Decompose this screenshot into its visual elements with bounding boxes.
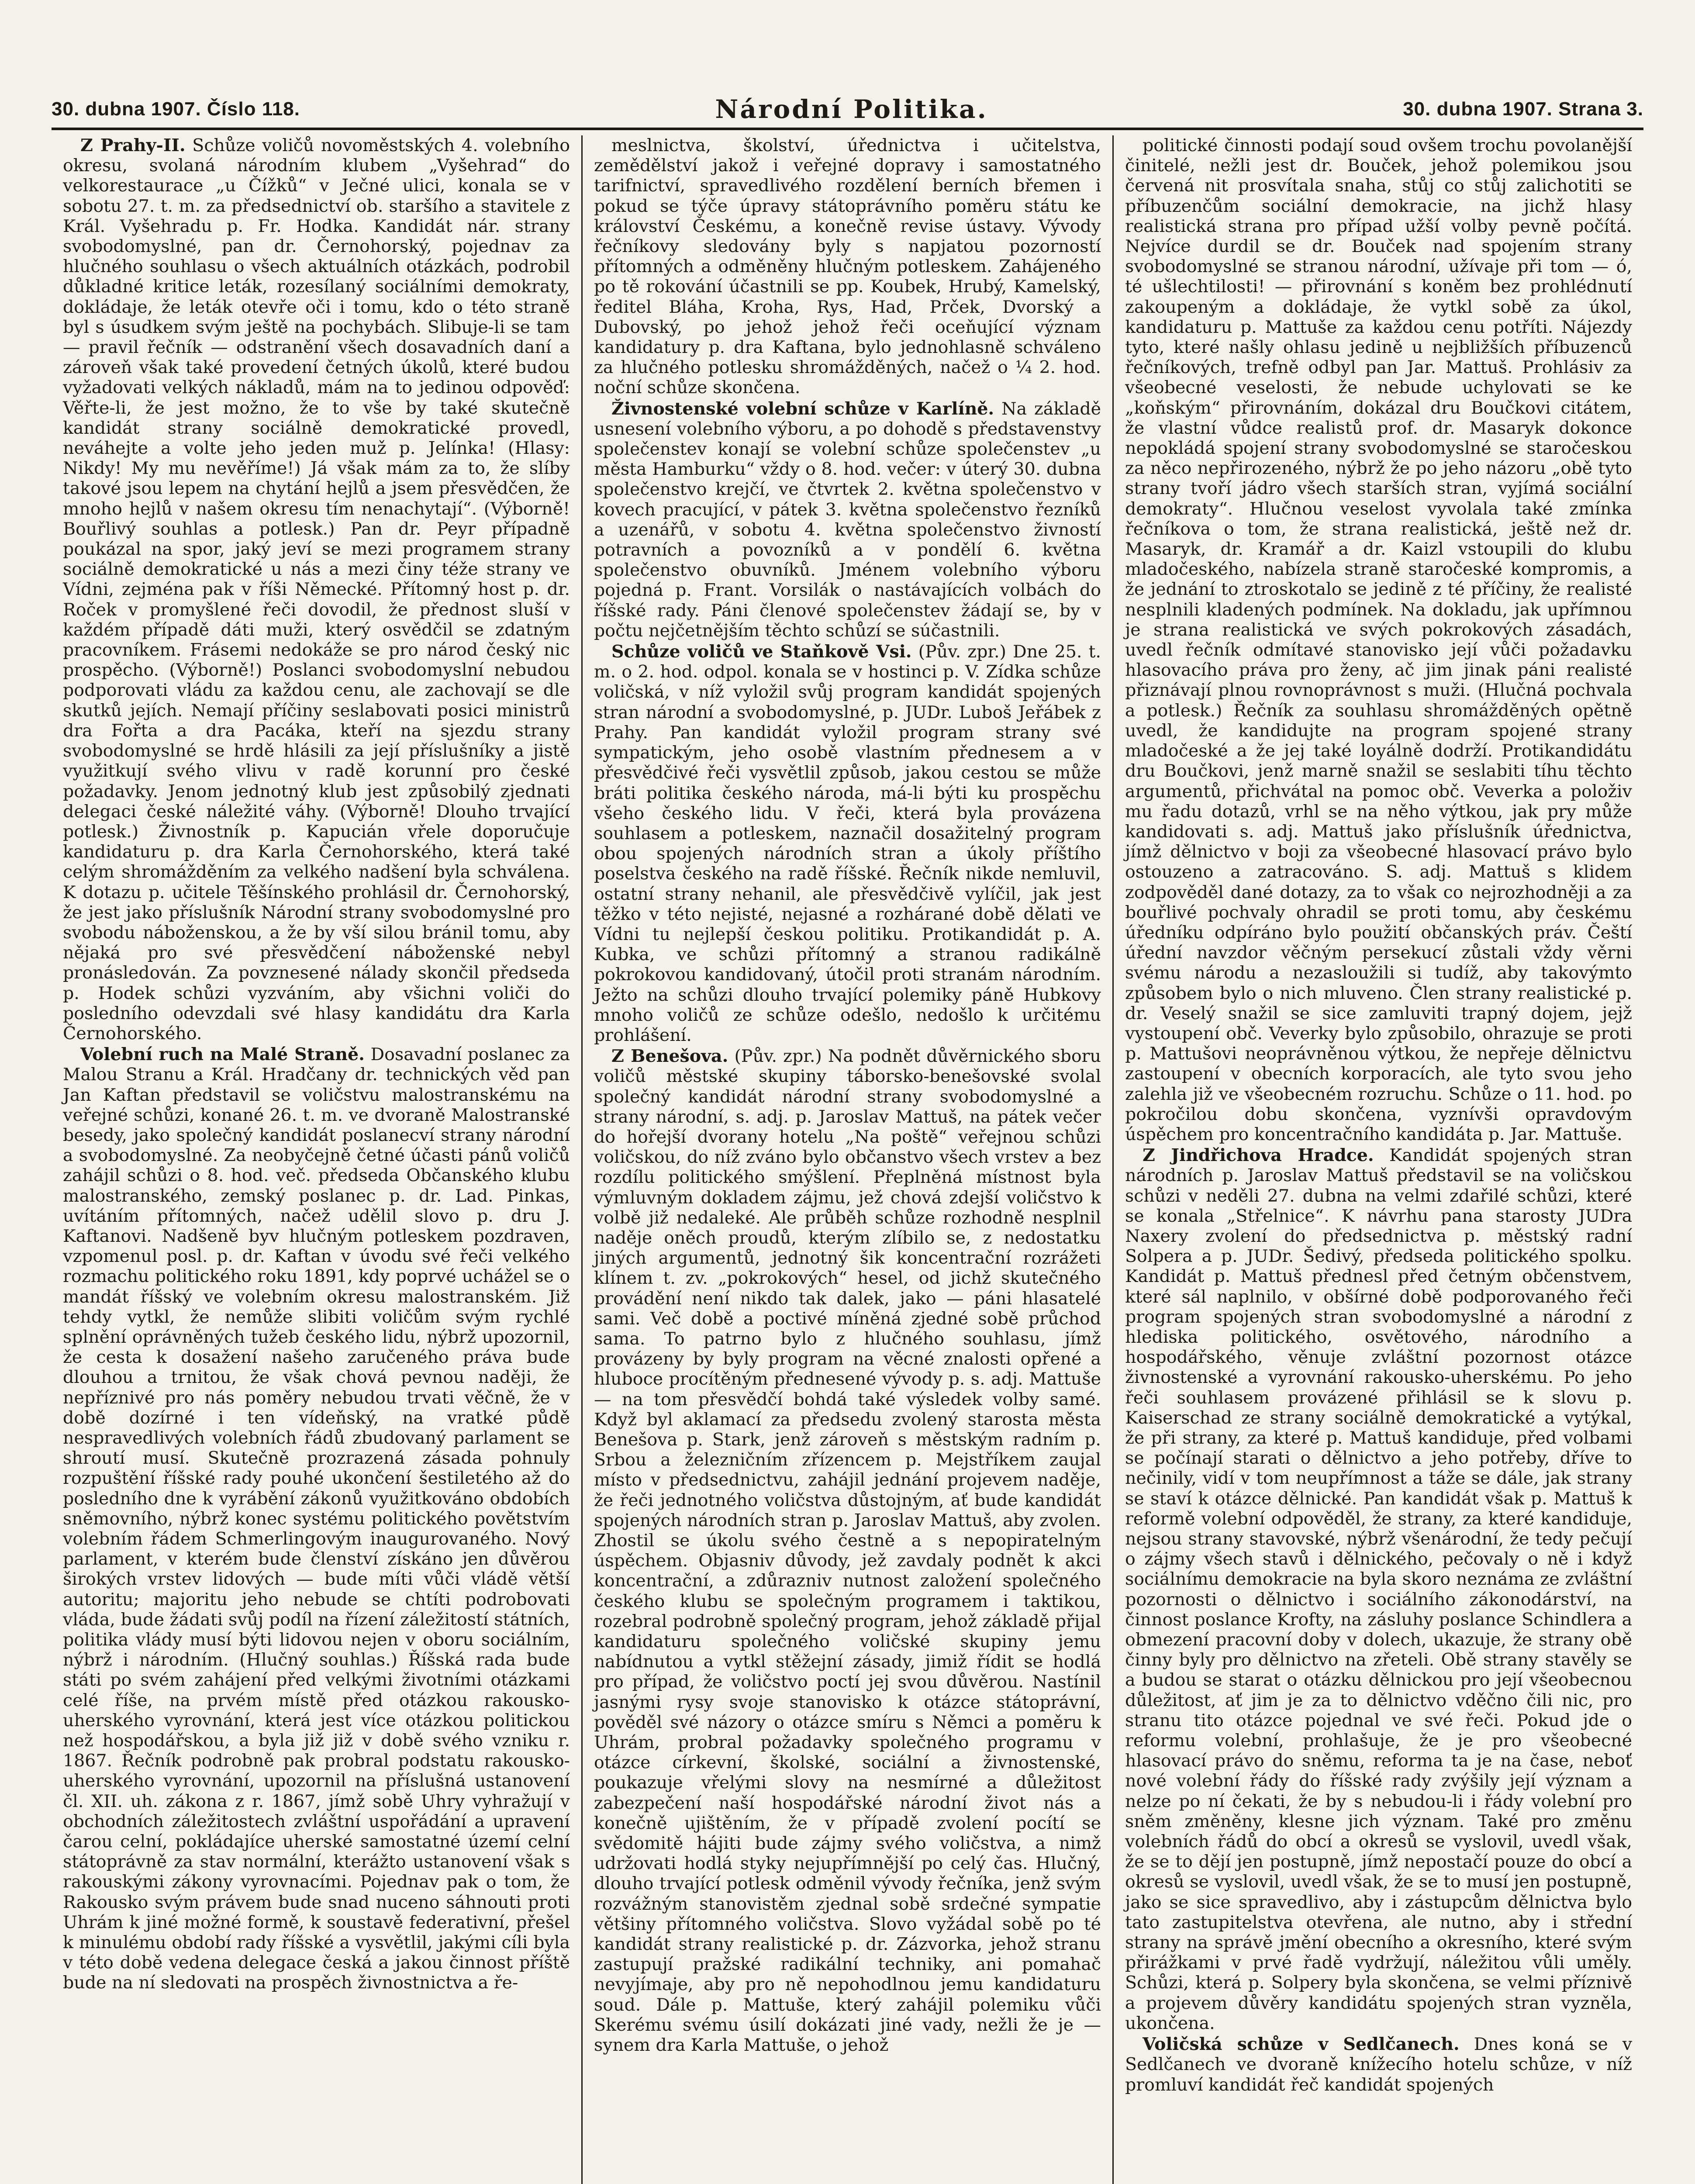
paragraph-text: (Pův. zpr.) Na podnět důvěrnického sboru voličů městské skupiny táborsko-benešovské svolal společný kandidát národní strany svobodomyslné a strany národní, s. adj. p. Jaroslav Mattuš, na pátek večer do hořejší dvorany hotelu „Na poště“ veřejnou schůzi voličskou, do níž zváno bylo občanstvo všech vrstev a bez rozdílu politického smýšlení. Přeplněná místnost byla výmluvným dokladem zájmu, jež chová zdejší voličstvo k volbě již nedaleké. Ale průběh schůze rozhodně nesplnil naděje oněch proudů, kterým zlíbilo se, z nedostatku jiných argumentů, jednotný šik koncentrační rozrážeti klínem t. zv. „pokrokových“ hesel, od jichž skutečného provádění není nikdo tak dalek, jako — páni hlasatelé sami. Več době a poctivé míněná zjedné sobě průchod sama. To patrno bylo z hlučného souhlasu, jímž provázeny by byly program na věcné znalosti opřené a hluboce procítěným přednesené vývody p. s. adj. Mattuše — na tom přesvědčí bohdá také výsledek volby samé. Když byl aklamací za předsedu zvolený starosta města Benešova p. Stark, jenž zároveň s městským radním p. Srbou a železničním zřízencem p. Mejstříkem zaujal místo v předsednictvu, zahájil jednání projevem naděje, že řeči jednotného voličstva důstojným, ať bude kandidát spojených národních stran p. Jaroslav Mattuš, aby zvolen. Zhostil se úkolu svého čestně a s nepopiratelným úspěchem. Objasniv důvody, jež zavdaly podnět k akci koncentrační, a zdůrazniv nutnost založení společného českého klubu se společným programem i taktikou, rozebral podrobně společný program, jehož základě přijal kandidaturu společného voličské skupiny jemu nabídnutou a vytkl stěžejní zásady, jimiž řídit se hodlá pro případ, že voličstvo poctí jej svou důvěrou. Nastínil jasnými rysy svoje stanovisko k otázce státoprávní, pověděl své názory o otázce smíru s Němci a poměru k Uhrám, probral požadavky společného programu v otázce církevní, školské, sociální a živnostenské, poukazuje vřelými slovy na nesmírné a důležitost zabezpečení naší hospodářské národní život nás a konečně ujištěním, že v případě zvolení pocítí se svědomitě hájiti bude zájmy svého voličstva, a nimž udržovati hodlá styky nejupřímnější po celý čas. Hlučný, dlouho trvající potlesk odměnil vývody řečníka, jenž svým rozvážným stanovistěm zjednal sobě srdečné sympatie většiny přítomného voličstva. Slovo vyžádal sobě po té kandidát strany realistické p. dr. Zázvorka, jehož stranu zastupují pražské radikální techniky, ani pomahač nevyjímaje, aby pro ně nepohodlnou jemu kandidaturu soud. Dále p. Mattuše, který zahájil polemiku vůči Skerému svému úsilí dokázati jiné vady, nežli že je — synem dra Karla Mattuše, o jehož <box>594 1046 1101 2056</box>
paragraph-text: (Pův. zpr.) Dne 25. t. m. o 2. hod. odpol. konala se v hostinci p. V. Zídka schůze voličská, v níž vyložil svůj program kandidát spojených stran národní a svobodomyslné, p. JUDr. Luboš Jeřábek z Prahy. Pan kandidát vyložil program strany své sympatickým, jeho osobě vlastním přednesem a v přesvědčivé řeči vysvětlil způsob, jakou cestou se může bráti politika českého národa, má-li býti ku prospěchu všeho českého lidu. V řeči, která byla provázena souhlasem a potleskem, naznačil dosažitelný program obou spojených národních stran a úkoly příštího poselstva českého na radě říšské. Řečník nikde nemluvil, ostatní strany nehanil, ale přesvědčivě vylíčil, jak jest těžko v této nejisté, nejasné a rozhárané době dělati ve Vídni tu nejlepší českou politiku. Protikandidát p. A. Kubka, ve schůzi přítomný a stranou radikálně pokrokovou kandidovaný, útočil proti stranám národním. Ježto na schůzi dlouho trvající polemiky páně Hubkovy mnoho voličů ze schůze odešlo, nedošlo k určitému prohlášení. <box>594 642 1101 1045</box>
paragraph-text: politické činnosti podají soud ovšem trochu povolanější činitelé, nežli jest dr. Bouček, jehož polemikou jsou červená nit prosvítala snaha, stůj co stůj zalichotiti se příbuzenčům sociální demokracie, na jichž hlasy realistická strana pro případ užší volby pevně počítá. Nejvíce durdil se dr. Bouček nad spojením strany svobodomyslné se stranou národní, užívaje při tom — ó, té ušlechtilosti! — přirovnání s koněm bez prohlédnutí zakoupeným a dokládaje, že vytkl sobě za úkol, kandidaturu p. Mattuše za každou cenu potříti. Nájezdy tyto, které našly ohlasu jedině u nejbližších příbuzenců řečníkových, trefně odbyl pan Jar. Mattuš. Prohlásiv za všeobecné veselosti, že nebude uchylovati se ke „koňským“ přirovnáním, dokázal dru Boučkovi citátem, že vlastní vůdce realistů prof. dr. Masaryk dokonce nepokládá spojení strany svobodomyslné se staročeskou za něco nepřirozeného, nýbrž že po jeho názoru „obě tyto strany tvoří jádro všech starších stran, vyjímá sociální demokraty“. Hlučnou veselost vyvolala také zmínka řečníkova o tom, že strana realistická, ještě než dr. Masaryk, dr. Kramář a dr. Kaizl vstoupili do klubu mladočeského, nabízela straně staročeské kompromis, a že jednání to ztroskotalo se jedině z té příčiny, že realisté nesplnili kladených podmínek. Na dokladu, jak upřímnou je strana realistická ve svých pokrokových zásadách, uvedl řečník odmítavé stanovisko její vůči požadavku hlasovacího práva pro ženy, ač jim jinak páni realisté přiznávají plnou rovnoprávnost s muži. (Hlučná pochvala a potlesk.) Řečník za souhlasu shromážděných opětně uvedl, že kandidujte na program spojené strany mladočeské a že jej také loyálně dodrží. Protikandidátu dru Boučkovi, jenž marně snažil se seslabiti tíhu těchto argumentů, přichvátal na pomoc obč. Veverka a položiv mu řadu dotazů, vrhl se na něho výtkou, jak pry může kandidovati s. adj. Mattuš jako příslušník úřednictva, jímž dělnictvo v boji za všeobecné hlasovací právo bylo ostouzeno a zatracováno. S. adj. Mattuš s klidem zodpověděl dané dotazy, za to však co nejrozhodněji a za bouřlivé pochvaly ohradil se proti tomu, aby českému úředníku odpíráno bylo použití občanských práv. Čeští úřední navzdor věčným persekucí zůstali vždy věrni svému národu a nezasloužili si tudíž, aby takovýmto způsobem bylo o nich mluveno. Člen strany realistické p. dr. Veselý snažil se sice zamluviti trapný dojem, jejž vystoupení obč. Veverky bylo způsobilo, ohrazuje se proti p. Mattušovi neoprávněnou výtkou, že nepřeje dělnictvu zastoupení v obecních korporacích, ale tyto svou jeho zalehla již ve všeobecném rozruchu. Schůze o 11. hod. po pokročilou dobu skončena, vyznívši opravdovým úspěchem pro koncentračního kandidáta p. Jar. Mattuše. <box>1125 135 1632 1144</box>
article-paragraph <box>1125 2034 1632 2095</box>
column-3 <box>1112 135 1643 2184</box>
column-2 <box>581 135 1112 2184</box>
paragraph-lead: Z Prahy-II. <box>80 135 186 156</box>
page-header <box>52 95 1643 123</box>
article-paragraph <box>1125 1145 1632 2033</box>
paragraph-lead: Voličská schůze v Sedlčanech. <box>1143 2034 1460 2055</box>
paragraph-text: Dnes koná se v Sedlčanech ve dvoraně knížecího hotelu schůze, v níž promluví kandidát řeč kandidát spojených <box>1125 2034 1633 2095</box>
article-paragraph <box>594 1046 1101 2055</box>
header-date-page: 30. dubna 1907. Strana 3. <box>1403 98 1643 120</box>
paragraph-text: Kandidát spojených stran národních p. Jaroslav Mattuš představil se na voličskou schůzi v neděli 27. dubna na velmi zdařilé schůzi, které se konala „Střelnice“. K návrhu pana starosty JUDra Naxery zvolení do předsednictva p. městský radní Solpera a p. JUDr. Šedivý, předseda politického spolku. Kandidát p. Mattuš přednesl před četným občenstvem, které sál naplnilo, v obšírné době podporovaného řeči program spojených stran svobodomyslné a národní z hlediska politického, osvětového, národního a hospodářského, věnuje zvláštní pozornost otázce živnostenské a vyrovnání rakousko-uherskému. Po jeho řeči souhlasem provázené přihlásil se k slovu p. Kaiserschad ze strany sociálně demokratické a vytýkal, že při strany, za které p. Mattuš kandiduje, před volbami se počínají starati o dělnictvo a jeho potřeby, dříve to nečinily, vidí v tom neupřímnost a táže se dále, jak strany se staví k otázce dělnické. Pan kandidát však p. Mattuš k reformě volební odpověděl, že strany, za které kandiduje, nejsou strany stavovské, nýbrž všenárodní, že tedy pečují o zájmy všech stavů i dělnického, pečovaly o ně i když sociálnímu demokracie na byla skoro neznáma ze zvláštní pozornosti o dělnictvo i sociálního zákonodárství, na činnost poslance Krofty, na zásluhy poslance Schindlera a obmezení pracovní doby v dolech, ukazuje, že strany obě činny byly pro dělnictvo na zřeteli. Obě strany stavěly se a budou se starat o otázku dělnickou pro její všeobecnou důležitost, ať jim je za to dělnictvo vděčno čili nic, pro stranu tito otázce pojednal ve své řeči. Pokud jde o reformu volební, prohlašuje, že je pro všeobecné hlasovací právo do sněmu, reforma ta je na čase, neboť nové volební řády do říšské rady zvýšily její význam a nelze po ní čekati, že by s nebudou-li i řády volební pro sněm změněny, klesne jich význam. Také pro změnu volebních řádů do obcí a okresů se vyslovil, uvedl však, že se to dějí jen postupně, jímž nepostačí pouze do obcí a okresů se vyslovil, uvedl však, že se to musí jen postupně, jako se sice spravedlivo, aby i zástupcům dělnictva bylo tato zastupitelstva otevřena, ale nutno, aby i střední strany na správě jmění obecního a okresního, které svým přirážkami v prvé řadě vydržují, náležitou vůli uměly. Schůzi, která p. Solpery byla skončena, se velmi příznivě a projevem důvěry kandidátu spojených stran vyzněla, ukončena. <box>1125 1145 1632 2033</box>
paragraph-text: Dosavadní poslanec za Malou Stranu a Král. Hradčany dr. technických věd pan Jan Kaftan představil se voličstvu malostranskému na veřejné schůzi, konané 26. t. m. ve dvoraně Malostranské besedy, jako společný kandidát poslanecví strany národní a svobodomyslné. Za neobyčejně četné účasti pánů voličů zahájil schůzi o 8. hod. več. předseda Občanského klubu malostranského, zemský poslanec p. dr. Lad. Pinkas, uvítáním přítomných, načež udělil slovo p. dru J. Kaftanovi. Nadšeně byv hlučným potleskem pozdraven, vzpomenul posl. p. dr. Kaftan v úvodu své řeči velkého rozmachu politického roku 1891, kdy poprvé uchážel se o mandát říšský ve volebním okresu malostranském. Již tehdy vytkl, že nemůže slibiti voličům svým rychlé splnění oprávněných tužeb českého lidu, nýbrž upozornil, že cesta k dosažení našeho zaručeného práva bude dlouhou a trnitou, že však chová pevnou naději, že nepříznivé pro nás poměry nebudou trvati věčně, že v době dozírné i ten vídeňský, na vratké půdě nespravedlivých volebních řádů zbudovaný parlament se shroutí musí. Skutečně prozrazená zásada pohnuly rozpuštění říšské rady pouhé ukončení šestiletého až do posledního dne k vyrábění zákonů využitkováno obdobích sněmovního, nýbrž konec systému politického povětstvím volebním řádem Schmerlingovým inaugurovaného. Nový parlament, v kterém bude členství získáno jen důvěrou širokých vrstev lidových — bude míti vůči vládě větší autoritu; majoritu jeho nebude se chtíti podrobovati vláda, bude žádati svůj podíl na řízení záležitostí státních, politika vlády musí býti lidovou nejen v oboru sociálním, nýbrž i národním. (Hlučný souhlas.) Říšská rada bude státi po svém zahájení před velkými životními otázkami celé říše, na prvém místě před otázkou rakousko-uherského vyrovnání, která jest více otázkou politickou než hospodářskou, a byla již již v době svého vzniku r. 1867. Řečník podrobně pak probral podstatu rakousko-uherského vyrovnání, upozornil na příslušná ustanovení čl. XII. uh. zákona z r. 1867, jímž sobě Uhry vyhražují v obchodních záležitostech zvláštní uspořádání a upravení čarou celní, pokládajíce uherské samostatné území celní státoprávně za stav normální, kterážto ustanovení však s rakouskými zákony vyrovnacími. Pojednav pak o tom, že Rakousko svým právem bude snad nuceno sáhnouti proti Uhrám k jiné možné formě, k soustavě federativní, přešel k minulému období rady říšské a vysvětlil, jakými cíli byla v této době vedena delegace česká a jakou činnost příště bude na ní sledovati na prospěch živnostnictva a ře- <box>63 1044 570 1993</box>
paragraph-lead: Z Jindřichova Hradce. <box>1143 1145 1374 1166</box>
paragraph-lead: Volební ruch na Malé Straně. <box>80 1044 365 1065</box>
paragraph-lead: Schůze voličů ve Staňkově Vsi. <box>611 642 912 662</box>
header-rule <box>52 128 1643 130</box>
article-paragraph <box>594 642 1101 1045</box>
paragraph-lead: Z Benešova. <box>611 1046 728 1067</box>
paragraph-text: meslnictva, školství, úřednictva i učitelstva, zemědělství jakož i veřejné dopravy i samostatného tarifnictví, spravedlivého rozdělení berních břemen i pokud se týče úpravy státoprávního poměru státu ke království Českému, a konečně revise ústavy. Vývody řečníkovy sledovány byly s napjatou pozorností přítomných a odměněny hlučným potleskem. Zahájeného po tě rokování účastnili se pp. Koubek, Hrubý, Kamelský, ředitel Bláha, Kroha, Rys, Had, Prček, Dvorský a Dubovský, po jehož jehož řeči oceňující význam kandidatury p. dra Kaftana, bylo jednohlasně schváleno za hlučného potlesku shromážděných, načež o ¼ 2. hod. noční schůze skončena. <box>594 135 1101 398</box>
article-paragraph <box>1125 135 1632 1144</box>
column-1 <box>52 135 581 2184</box>
header-date-issue: 30. dubna 1907. Číslo 118. <box>52 98 300 120</box>
paragraph-text: Schůze voličů novoměstských 4. volebního okresu, svolaná národním klubem „Vyšehrad“ do velkorestaurace „u Čížků“ v Ječné ulici, konala se v sobotu 27. t. m. za předsednictví ob. staršího a stavitele z Král. Vyšehradu p. Fr. Hodka. Kandidát nár. strany svobodomyslné, pan dr. Černohorský, pojednav za hlučného souhlasu o všech aktuálních otázkách, podrobil důkladné kritice leták, rozesílaný sociálními demokraty, dokládaje, že leták otevře oči i tomu, kdo o této straně byl s úsudkem svým ještě na pochybách. Slibuje-li se tam — pravil řečník — odstranění všech dosavadních daní a zároveň však také provedení četných úkolů, které budou vyžadovati velkých nákladů, mám na to jedinou odpověď: Věřte-li, že jest možno, že to vše by také skutečně kandidát strany sociálně demokratické provedl, neváhejte a volte jeho jeden muž p. Jelínka! (Hlasy: Nikdy! My mu nevěříme!) Já však mám za to, že slíby takové jsou lepem na chytání hejlů a jsem přesvědčen, že mnoho hejlů v našem okresu tím nenachytají“. (Výborně! Bouřlivý souhlas a potlesk.) Pan dr. Peyr případně poukázal na spor, jaký jeví se mezi programem strany sociálně demokratické u nás a mezi činy téže strany ve Vídni, zejména pak v říši Německé. Přítomný host p. dr. Roček v promyšlené řeči dovodil, že přednost sluší v každém případě dáti muži, který osvědčil se zdatným pracovníkem. Frásemi nedokáže se pro národ český nic prospěcho. (Výborně!) Poslanci svobodomyslní nebudou podporovati vládu za každou cenu, ale zachovají se dle skutků jejích. Nemají příčiny seslabovati posici ministrů dra Fořta a dra Pacáka, kteří na sjezdu strany svobodomyslné se hrdě hlásili za její příslušníky a jistě využitkují svého vlivu v radě korunní pro české požadavky. Jenom jednotný klub jest způsobilý zjednati delegaci české náležité váhy. (Výborně! Dlouho trvající potlesk.) Živnostník p. Kapucián vřele doporučuje kandidaturu p. dra Karla Černohorského, která také celým shromážděním za velkého nadšení byla schválena. K dotazu p. učitele Těšínského prohlásil dr. Černohorský, že jest jako příslušník Národní strany svobodomyslné pro svobodu náboženskou, a že by vší silou bránil tomu, aby nějaká pro své přesvědčení náboženské nebyl pronásledován. Za povznesené nálady skončil předseda p. Hodek schůzi vyzváním, aby všichni voliči do posledního odevzdali své hlasy kandidátu dra Karla Černohorského. <box>63 135 570 1044</box>
article-columns <box>52 135 1643 2184</box>
paragraph-text: Na základě usnesení volebního výboru, a po dohodě s představenstvy společenstev konají se volební schůze společenstev „u města Hamburku“ vždy o 8. hod. večer: v úterý 30. dubna společenstvo krejčí, ve čtvrtek 2. května společenstvo v kovech pracující, v pátek 3. května společenstvo řezníků a uzenářů, v sobotu 4. května společenstvo živností potravních a povozníků a v pondělí 6. května společenstvo obuvníků. Jménem volebního výboru pojedná p. Frant. Vorsilák o nastávajících volbách do říšské rady. Páni členové společenstev žádají se, by v počtu nejčetnějším těchto schůzí se súčastnili. <box>594 398 1101 641</box>
masthead-title: Národní Politika. <box>715 94 988 124</box>
article-paragraph <box>63 1044 570 1993</box>
article-paragraph <box>594 399 1101 641</box>
article-paragraph <box>594 135 1101 398</box>
paragraph-lead: Živnostenské volební schůze v Karlíně. <box>611 398 994 419</box>
article-paragraph <box>63 135 570 1044</box>
